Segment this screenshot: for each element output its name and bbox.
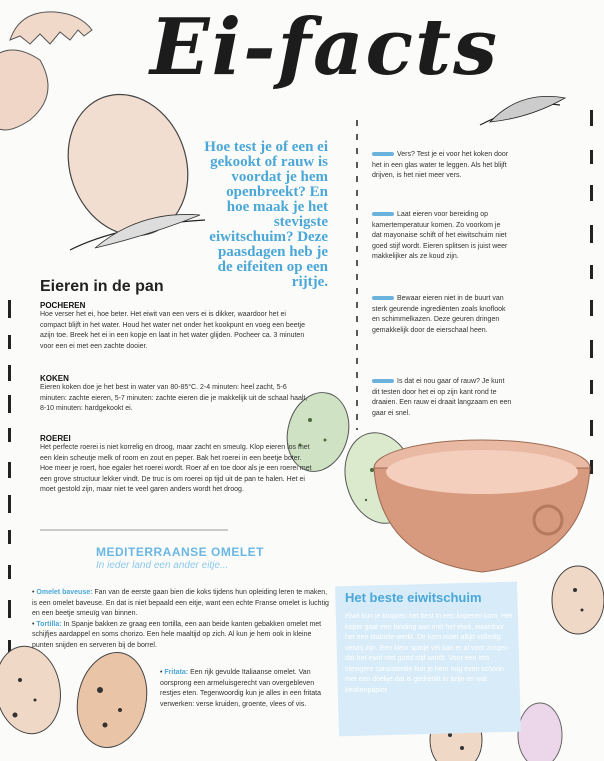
spoon-icon bbox=[372, 152, 394, 156]
tip-item: Is dat ei nou gaar of rauw? Je kunt dit testen door het ei op zijn kant rond te draaien. Een rauw ei draait langzaam en een gaar ei snel. bbox=[372, 378, 512, 417]
list-item: • Omelet baveuse: Fan van de eerste gaan bien die koks tijdens hun opleiding leren te maken, is een omelet baveuse. En dat is niet bepaald een eitje, want een echte Franse omelet is luchtig en een beetje smeuïg van binnen. bbox=[32, 589, 329, 617]
spoon-icon bbox=[372, 212, 394, 216]
koken-block bbox=[40, 374, 312, 415]
best-text: Eiwit kun je kloppen het best in een koperen kom. Het koper gaat een binding aan met het eiwit, waardoor het een stabiele werkt. De kom moet altijd volledig vetvrij zijn. Een klein spatje vet kan er al voor zorgen dat het eiwit niet goed stijf wordt. Voor een iets stevigere consistentie kun je hem nog even schoon met een doekje dat is gedrenkt in azijn en wat keukenpapier. bbox=[345, 613, 512, 694]
koken-text: Eieren koken doe je het best in water van 80-85°C. 2-4 minuten: heel zacht, 5-6 minuten: zachte eieren, 5-7 minuten: zachte eieren die je makkelijk uit de schaal haalt, 8-10 minuten: hardgekookt ei. bbox=[40, 384, 308, 412]
section-title: Eieren in de pan bbox=[40, 278, 164, 295]
pocheren-block bbox=[40, 301, 312, 352]
broken-egg-illustration bbox=[0, 12, 92, 130]
spoon-icon bbox=[372, 379, 394, 383]
speckled-egg-illustration-mid bbox=[69, 646, 155, 754]
copper-bowl-illustration bbox=[374, 440, 590, 572]
list-item: • Fritata: Een rijk gevulde Italiaanse omelet. Van oorsprong een armeluisgerecht van overgebleven restjes eten. Tegenwoordig kun je alles in een fritata verwerken: verse kruiden, groente, vlees of vis. bbox=[160, 669, 321, 708]
koken-heading: KOKEN bbox=[40, 374, 69, 383]
speckled-egg-illustration-left bbox=[0, 641, 67, 739]
list-item: • Tortilla: In Spanje bakken ze graag een tortilla, een aan beide kanten gebakken omelet met schijfjes aardappel en soms chorizo. Een hele maaltijd op zich. Al kun je hem ook in kleine punten snijden en serveren bij de borrel. bbox=[32, 620, 322, 649]
roerei-block bbox=[40, 434, 312, 496]
omelet-list bbox=[32, 588, 332, 651]
roerei-heading: ROEREI bbox=[40, 434, 71, 443]
tip-item: Bewaar eieren niet in de buurt van sterk geurende ingrediënten zoals knoflook en schimmelkazen. Deze geuren dringen gemakkelijk door de eierschaal heen. bbox=[372, 295, 506, 334]
tip-item: Laat eieren voor bereiding op kamertemperatuur komen. Zo voorkom je dat mayonaise schift of het eiwitschuim niet goed stijf wordt. Eieren splitsen is juist weer makkelijker als ze koud zijn. bbox=[372, 211, 508, 260]
page-title: Ei-facts bbox=[150, 2, 499, 93]
feather-illustration-right bbox=[480, 96, 565, 125]
mediterranean-subtitle: In ieder land een ander eitje... bbox=[96, 560, 229, 571]
roerei-text: Het perfecte roerei is niet korrelig en droog, maar zacht en smeuïg. Klop eieren los met een klein scheutje melk of room en zout en peper. Bak het roerei in een beetje boter. Hoe meer je roert, hoe egaler het roerei wordt. Roer af en toe door als je een roerei met een grove structuur lekker vindt. De truc is om roerei op tijd uit de pan te halen. Het ei moet gestold zijn, maar niet te veel garen anders wordt het droog. bbox=[40, 444, 312, 493]
intro-text: Hoe test je of een ei gekookt of rauw is voordat je hem openbreekt? En hoe maak je het stevigste eiwitschuim? Deze paasdagen heb je de eifeiten op een rijtje. bbox=[204, 139, 328, 290]
speckled-egg-illustration-right bbox=[552, 566, 604, 634]
best-title: Het beste eiwitschuim bbox=[345, 590, 482, 605]
spoon-icon bbox=[372, 296, 394, 300]
mediterranean-title: MEDITERRAANSE OMELET bbox=[96, 545, 265, 559]
pink-egg-illustration bbox=[518, 703, 562, 761]
tip-item: Vers? Test je ei voor het koken door het in een glas water te leggen. Als het blijft drijven, is het niet meer vers. bbox=[372, 151, 509, 179]
pocheren-heading: POCHEREN bbox=[40, 301, 86, 310]
egg-large-illustration bbox=[49, 78, 207, 253]
pocheren-text: Hoe verser het ei, hoe beter. Het eiwit van een vers ei is dikker, waardoor het ei compact blijft in het water. Houd het water net onder het kookpunt en voeg een beetje azijn toe. Breek het ei in een kopje en laat in het water glijden. Pocheer ca. 3 minuten voor een ei met een zachte dooier. bbox=[40, 311, 306, 350]
